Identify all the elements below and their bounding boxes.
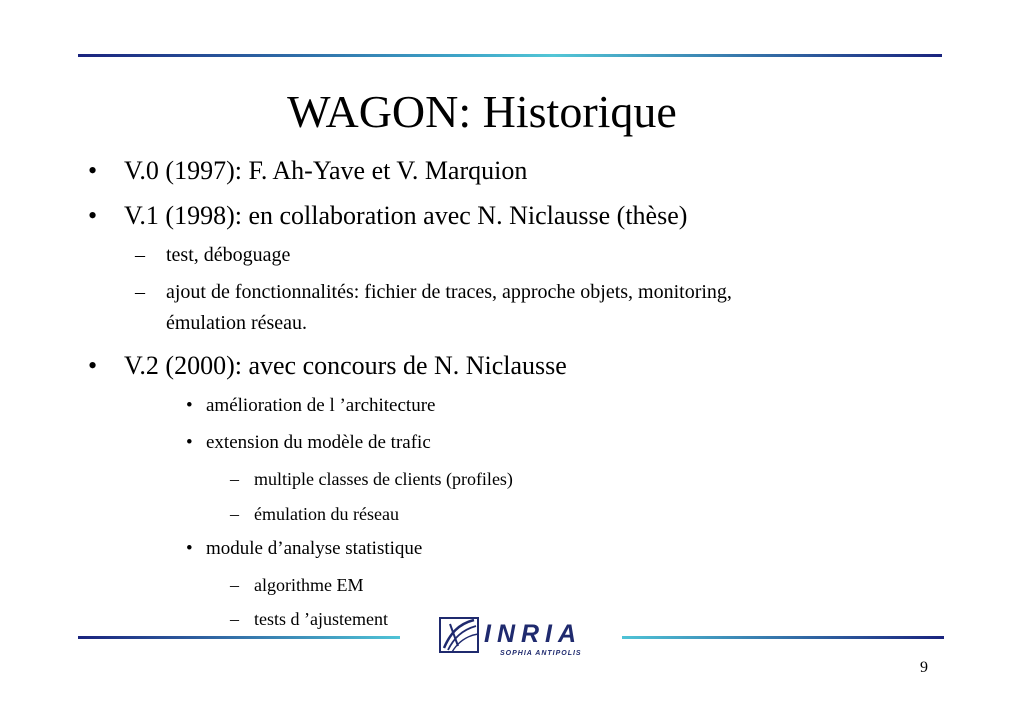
sub-item-test: test, déboguage xyxy=(166,244,291,266)
bullet-v1: V.1 (1998): en collaboration avec N. Niclausse (thèse) xyxy=(124,201,688,230)
bullet-marker: • xyxy=(186,395,193,416)
dash-marker: – xyxy=(135,244,145,266)
bullet-marker: • xyxy=(88,351,98,380)
bullet-v2: V.2 (2000): avec concours de N. Niclausse xyxy=(124,351,567,380)
sub-item-trafic: extension du modèle de trafic xyxy=(206,432,431,453)
sub-item-ajout-line2: émulation réseau. xyxy=(166,312,308,334)
inria-logo xyxy=(436,612,606,662)
sub-item-statistique: module d’analyse statistique xyxy=(206,538,423,559)
sub-sub-item-em: algorithme EM xyxy=(254,575,364,595)
inria-logo-subtitle: SOPHIA ANTIPOLIS xyxy=(500,650,582,657)
sub-sub-item-ajustement: tests d ’ajustement xyxy=(254,609,388,629)
bottom-divider-right xyxy=(622,636,944,639)
dash-marker: – xyxy=(230,504,239,524)
inria-logo-text: INRIA xyxy=(484,620,583,648)
dash-marker: – xyxy=(230,575,239,595)
bullet-marker: • xyxy=(186,538,193,559)
dash-marker: – xyxy=(230,609,239,629)
bullet-marker: • xyxy=(88,156,98,185)
bullet-marker: • xyxy=(88,201,98,230)
bottom-divider-left xyxy=(78,636,400,639)
bullet-marker: • xyxy=(186,432,193,453)
slide-title: WAGON: Historique xyxy=(287,86,677,137)
page-number: 9 xyxy=(920,659,928,676)
top-divider xyxy=(78,54,942,57)
sub-sub-item-classes: multiple classes de clients (profiles) xyxy=(254,469,513,489)
dash-marker: – xyxy=(230,469,239,489)
inria-emblem-icon xyxy=(436,612,484,660)
sub-item-architecture: amélioration de l ’architecture xyxy=(206,395,436,416)
dash-marker: – xyxy=(135,281,145,303)
bullet-v0: V.0 (1997): F. Ah-Yave et V. Marquion xyxy=(124,156,528,185)
sub-item-ajout-line1: ajout de fonctionnalités: fichier de traces, approche objets, monitoring, xyxy=(166,281,732,303)
sub-sub-item-emulation: émulation du réseau xyxy=(254,504,399,524)
